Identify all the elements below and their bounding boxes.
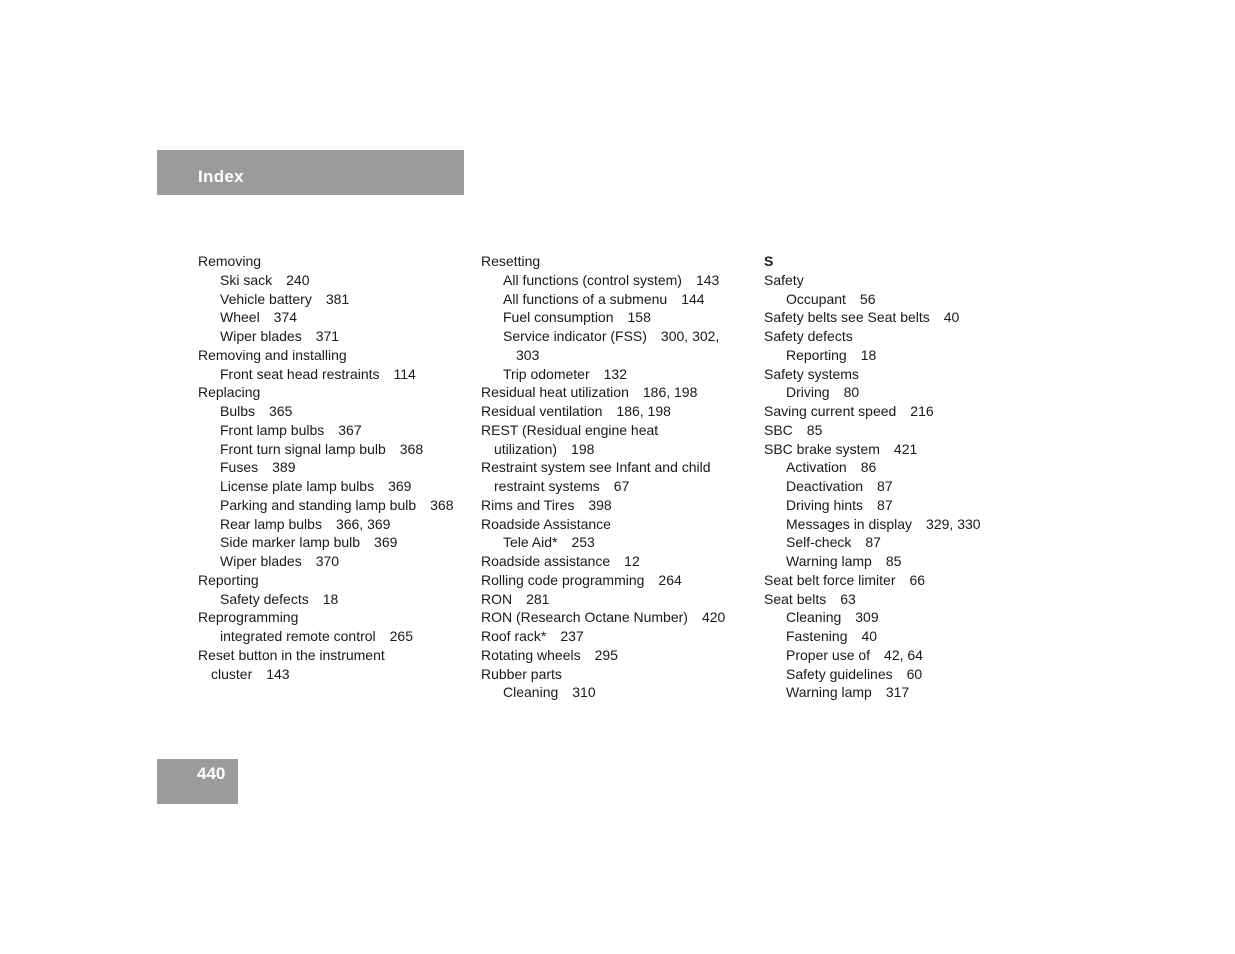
index-entry-continuation: utilization) 198 — [494, 440, 595, 457]
index-subentry: Bulbs 365 — [220, 403, 293, 419]
index-entry: Reporting — [198, 571, 259, 588]
index-subentry: Wiper blades 371 — [220, 328, 340, 344]
page-title: Index — [198, 167, 244, 186]
index-entry: Rotating wheels 295 — [481, 646, 618, 663]
index-subentry: Deactivation 87 — [786, 478, 893, 494]
index-subentry: Ski sack 240 — [220, 271, 310, 288]
index-entry: Reprogramming — [198, 609, 299, 626]
index-entry: Roadside Assistance — [481, 515, 611, 532]
index-entry: REST (Residual engine heat — [481, 421, 659, 438]
index-entry: Removing — [198, 253, 262, 269]
index-subentry: Cleaning 309 — [786, 609, 879, 626]
index-subentry: Fastening 40 — [786, 628, 878, 644]
index-subentry: Trip odometer 132 — [503, 365, 627, 382]
index-entry: SBC brake system 421 — [764, 440, 918, 457]
index-entry: Replacing — [198, 384, 261, 401]
index-subentry: integrated remote control 265 — [220, 628, 413, 644]
index-entry: Resetting — [481, 253, 541, 269]
index-subentry: Parking and standing lamp bulb 368 — [220, 496, 454, 513]
index-header-bar — [157, 150, 464, 195]
index-subentry: Cleaning 310 — [503, 684, 596, 701]
index-subentry: Front turn signal lamp bulb 368 — [220, 440, 424, 457]
index-subentry: Warning lamp 317 — [786, 684, 910, 701]
index-entry-continuation: cluster 143 — [211, 665, 290, 682]
index-entry: Reset button in the instrument — [198, 646, 385, 663]
index-entry: Roadside assistance 12 — [481, 553, 640, 569]
index-subentry: Tele Aid* 253 — [503, 534, 595, 551]
index-subentry: Side marker lamp bulb 369 — [220, 534, 398, 551]
index-entry: Roof rack* 237 — [481, 628, 584, 644]
index-subentry: Driving hints 87 — [786, 496, 893, 513]
index-subentry: Vehicle battery 381 — [220, 290, 350, 307]
section-letter: S — [764, 253, 774, 269]
index-subentry: Self-check 87 — [786, 534, 881, 551]
index-entry: Residual heat utilization 186, 198 — [481, 384, 698, 401]
index-subentry: Warning lamp 85 — [786, 553, 902, 569]
index-entry: Saving current speed 216 — [764, 403, 934, 419]
index-column-2 — [481, 252, 746, 702]
index-subentry: Driving 80 — [786, 384, 860, 401]
index-entry: Seat belts 63 — [764, 590, 856, 607]
index-entry: Seat belt force limiter 66 — [764, 571, 926, 588]
index-entry: Safety defects — [764, 328, 853, 344]
index-entry-continuation: 303 — [516, 346, 540, 363]
index-entry: Residual ventilation 186, 198 — [481, 403, 671, 419]
index-subentry: Safety guidelines 60 — [786, 665, 923, 682]
index-column-1 — [198, 252, 468, 683]
index-entry: Rims and Tires 398 — [481, 496, 612, 513]
index-entry: Safety — [764, 271, 804, 288]
index-subentry: Wiper blades 370 — [220, 553, 340, 569]
page-number: 440 — [197, 764, 226, 783]
page-number-box — [157, 759, 238, 804]
index-subentry: Rear lamp bulbs 366, 369 — [220, 515, 391, 532]
index-entry: Rolling code programming 264 — [481, 571, 682, 588]
index-subentry: License plate lamp bulbs 369 — [220, 478, 412, 494]
index-entry: SBC 85 — [764, 421, 823, 438]
index-subentry: Service indicator (FSS) 300, 302, — [503, 328, 720, 344]
index-subentry: Messages in display 329, 330 — [786, 515, 981, 532]
index-subentry: All functions of a submenu 144 — [503, 290, 705, 307]
index-subentry: Fuses 389 — [220, 459, 296, 476]
index-entry: Removing and installing — [198, 346, 347, 363]
index-subentry: Reporting 18 — [786, 346, 877, 363]
index-subentry: Fuel consumption 158 — [503, 309, 651, 326]
index-entry: Rubber parts — [481, 665, 562, 682]
index-subentry: Activation 86 — [786, 459, 877, 476]
index-column-3 — [764, 252, 1014, 702]
index-entry: Safety systems — [764, 365, 859, 382]
index-subentry: All functions (control system) 143 — [503, 271, 720, 288]
index-entry: RON (Research Octane Number) 420 — [481, 609, 726, 626]
index-subentry: Safety defects 18 — [220, 590, 339, 607]
index-subentry: Proper use of 42, 64 — [786, 646, 923, 663]
index-subentry: Front seat head restraints 114 — [220, 365, 416, 382]
index-subentry: Wheel 374 — [220, 309, 298, 326]
index-entry: Restraint system see Infant and child — [481, 459, 711, 476]
index-entry: Safety belts see Seat belts 40 — [764, 309, 960, 326]
index-entry-continuation: restraint systems 67 — [494, 478, 630, 494]
index-subentry: Front lamp bulbs 367 — [220, 421, 362, 438]
index-entry: RON 281 — [481, 590, 550, 607]
index-subentry: Occupant 56 — [786, 290, 876, 307]
